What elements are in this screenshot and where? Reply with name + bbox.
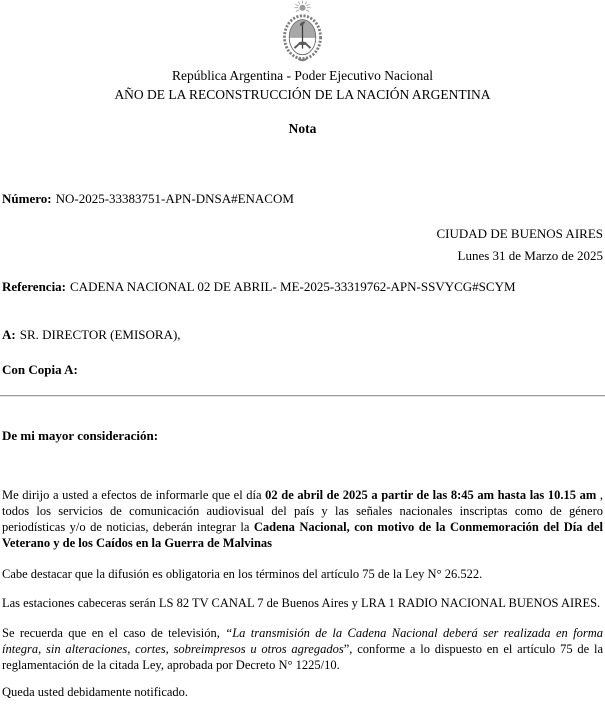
date-line: Lunes 31 de Marzo de 2025 [457, 248, 603, 263]
referencia-line [2, 279, 603, 295]
body-paragraph-2: Cabe destacar que la difusión es obligatoria en los términos del artículo 75 de la Ley N° 26.522. [2, 567, 483, 581]
salutation-line: De mi mayor consideración: [2, 428, 159, 443]
addressee-value: SR. DIRECTOR (EMISORA), [19, 327, 181, 342]
referencia-label: Referencia: [2, 279, 67, 294]
p1-text-2: , todos los servicios de comunicación audiovisual del país y las señales nacionales inscriptas como de género periodísticas y/o de noticias, deberán integrar la [2, 488, 604, 534]
body-paragraph-1 [2, 487, 603, 551]
city-line: CIUDAD DE BUENOS AIRES [436, 226, 603, 241]
p1-bold-datetime: 02 de abril de 2025 a partir de las 8:45 am hasta las 10.15 am [265, 488, 597, 502]
body-paragraph-4 [2, 625, 603, 673]
p4-text: Se recuerda que en el caso de televisión, [2, 626, 226, 640]
argentina-coat-of-arms-icon [274, 0, 331, 63]
numero-line [2, 191, 603, 207]
addressee-label: A: [2, 327, 16, 342]
republic-header-line: República Argentina - Poder Ejecutivo Nacional [171, 68, 434, 83]
p4-italic-quote: “La transmisión de la Cadena Nacional deberá ser realizada en forma íntegra, sin alteraciones, cortes, sobreimpresos u otros agregados [2, 626, 603, 656]
referencia-value: CADENA NACIONAL 02 DE ABRIL- ME-2025-33319762-APN-SSVYCG#SCYM [70, 279, 516, 294]
year-motto-line: AÑO DE LA RECONSTRUCCIÓN DE LA NACIÓN ARGENTINA [114, 87, 491, 102]
addressee-line [2, 327, 603, 343]
body-paragraph-3: Las estaciones cabeceras serán LS 82 TV CANAL 7 de Buenos Aires y LRA 1 RADIO NACIONAL BUENOS AIRES. [2, 596, 601, 610]
p1-text: Me dirijo a usted a efectos de informarle que el día [2, 488, 266, 502]
document-type-title: Nota [288, 121, 317, 136]
sun-disc [299, 5, 305, 11]
p1-bold-cadena: Cadena Nacional, con motivo de la Conmemoración del Día del Veterano y de los Caídos en la Guerra de Malvinas [2, 520, 603, 550]
numero-label: Número: [2, 191, 52, 206]
p4-text-2: ”, conforme a lo dispuesto en el artículo 75 de la reglamentación de la citada Ley, aprobada por Decreto N° 1225/10. [2, 642, 603, 672]
cc-line: Con Copia A: [2, 362, 78, 377]
body-paragraph-5: Queda usted debidamente notificado. [2, 685, 189, 699]
section-divider [0, 395, 605, 397]
numero-value: NO-2025-33383751-APN-DNSA#ENACOM [55, 191, 294, 206]
